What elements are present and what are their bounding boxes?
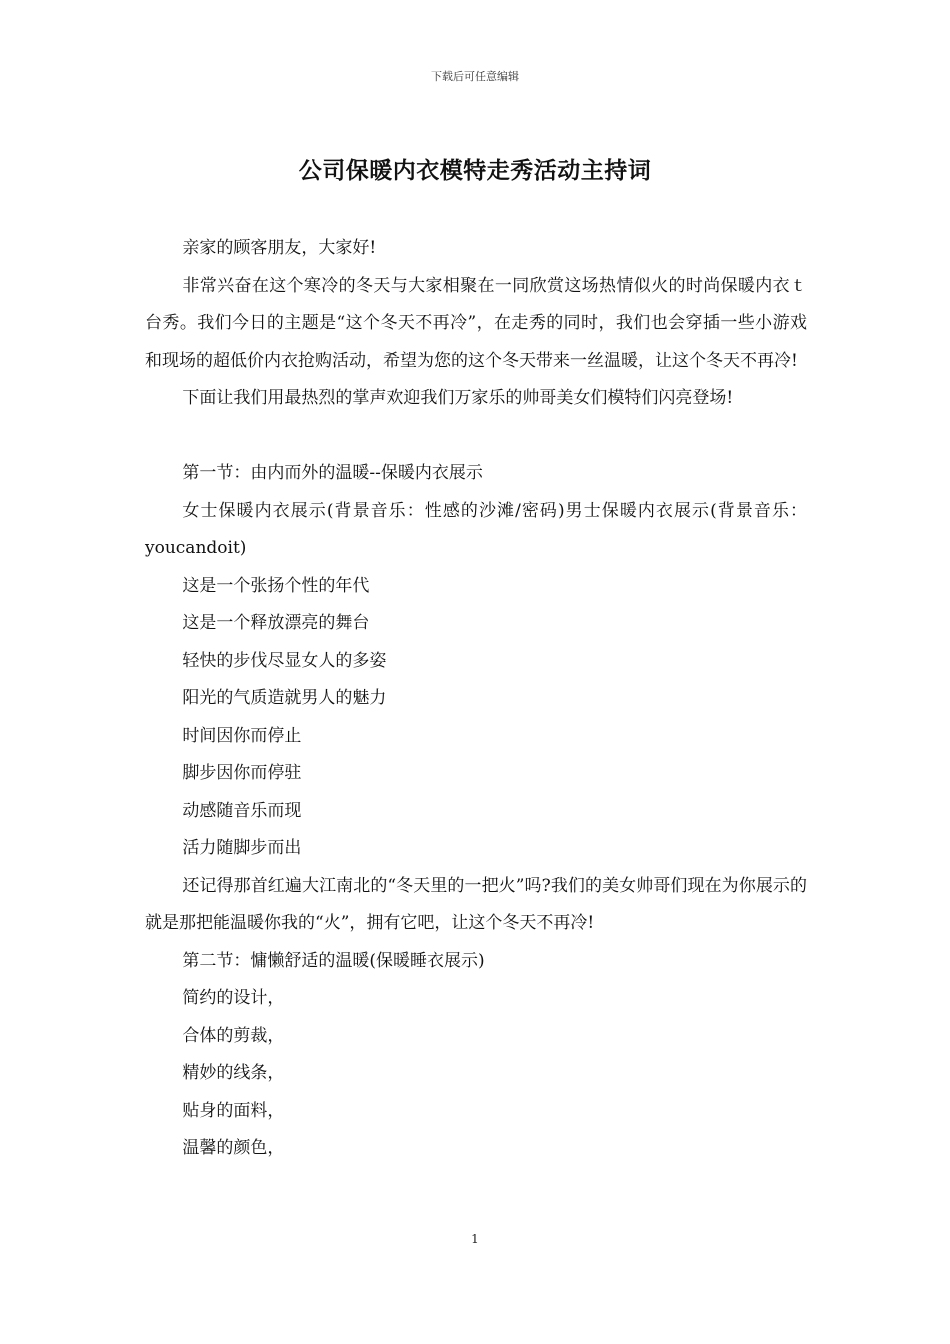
page-header: 下载后可任意编辑 bbox=[431, 70, 519, 83]
verse-line: 活力随脚步而出 bbox=[182, 838, 302, 858]
verse-line: 动感随音乐而现 bbox=[182, 800, 302, 821]
document-title: 公司保暖内衣模特走秀活动主持词 bbox=[298, 157, 652, 184]
paragraph: 女士保暖内衣展示(背景音乐：性感的沙滩/密码)男士保暖内衣展示(背景音乐：youcandoit) bbox=[145, 500, 807, 558]
verse-line: 阳光的气质造就男人的魅力 bbox=[182, 688, 387, 708]
section-heading: 第一节：由内而外的温暖--保暖内衣展示 bbox=[182, 463, 483, 483]
verse-line: 简约的设计， bbox=[182, 988, 285, 1008]
page-number: 1 bbox=[471, 1232, 479, 1246]
verse-line: 脚步因你而停驻 bbox=[182, 763, 302, 783]
verse-line: 温馨的颜色， bbox=[182, 1138, 285, 1158]
blank-line bbox=[145, 418, 807, 456]
verse-line: 合体的剪裁， bbox=[182, 1025, 285, 1046]
verse-line: 贴身的面料， bbox=[182, 1100, 285, 1121]
verse-line: 这是一个张扬个性的年代 bbox=[182, 575, 370, 596]
document-body bbox=[145, 230, 807, 1168]
section-heading: 第二节：慵懒舒适的温暖(保暖睡衣展示) bbox=[182, 950, 485, 971]
verse-line: 这是一个释放漂亮的舞台 bbox=[182, 613, 370, 633]
paragraph: 非常兴奋在这个寒冷的冬天与大家相聚在一同欣赏这场热情似火的时尚保暖内衣ｔ台秀。我们今日的主题是“这个冬天不再冷”，在走秀的同时，我们也会穿插一些小游戏和现场的超低价内衣抢购活动，希望为您的这个冬天带来一丝温暖，让这个冬天不再冷! bbox=[145, 275, 807, 371]
paragraph: 亲家的顾客朋友，大家好! bbox=[182, 238, 377, 258]
verse-line: 轻快的步伐尽显女人的多姿 bbox=[182, 650, 387, 671]
paragraph: 还记得那首红遍大江南北的“冬天里的一把火”吗?我们的美女帅哥们现在为你展示的就是那把能温暖你我的“火”，拥有它吧，让这个冬天不再冷! bbox=[145, 875, 807, 933]
paragraph: 下面让我们用最热烈的掌声欢迎我们万家乐的帅哥美女们模特们闪亮登场! bbox=[182, 388, 734, 408]
verse-line: 精妙的线条， bbox=[182, 1063, 285, 1083]
verse-line: 时间因你而停止 bbox=[182, 725, 302, 746]
